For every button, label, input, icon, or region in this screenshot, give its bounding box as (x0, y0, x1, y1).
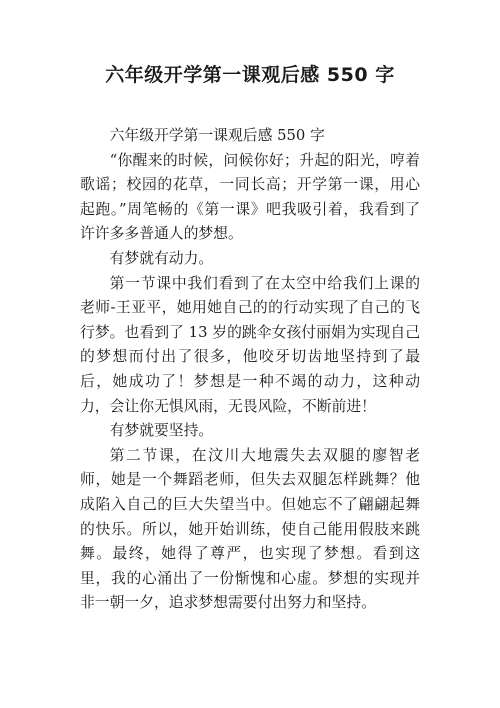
paragraph-heading-motivation: 有梦就有动力。 (109, 249, 214, 267)
document-title: 六年级开学第一课观后感 550 字 (105, 64, 395, 86)
paragraph-subtitle: 六年级开学第一课观后感 550 字 (109, 127, 325, 144)
paragraph-heading-persistence: 有梦就要坚持。 (109, 422, 214, 440)
paragraph-lesson-two: 第二节课，在汶川大地震失去双腿的廖智老师，她是一个舞蹈老师，但失去双腿怎样跳舞？他成陷入自己的巨大失望当中。但她忘不了翩翩起舞的快乐。所以，她开始训练，使自己能用假肢来跳舞。最终，她得了尊严，也实现了梦想。看到这里，我的心涌出了一份惭愧和心虚。梦想的实现并非一朝一夕，追求梦想需要付出努力和坚持。 (80, 446, 420, 612)
paragraph-intro: “你醒来的时候，问候你好；升起的阳光，哼着歌谣；校园的花草，一同长高；开学第一课，用心起跑。”周笔畅的《第一课》吧我吸引着，我看到了许许多多普通人的梦想。 (80, 151, 420, 243)
document-body (80, 124, 420, 616)
paragraph-lesson-one: 第一节课中我们看到了在太空中给我们上课的老师-王亚平，她用她自己的的行动实现了自己的飞行梦。也看到了 13 岁的跳伞女孩付丽娟为实现自己的梦想而付出了很多，他咬牙切齿地坚持到了最后，她成功了！梦想是一种不竭的动力，这种动力，会让你无惧风雨，无畏风险，不断前进！ (80, 274, 420, 415)
